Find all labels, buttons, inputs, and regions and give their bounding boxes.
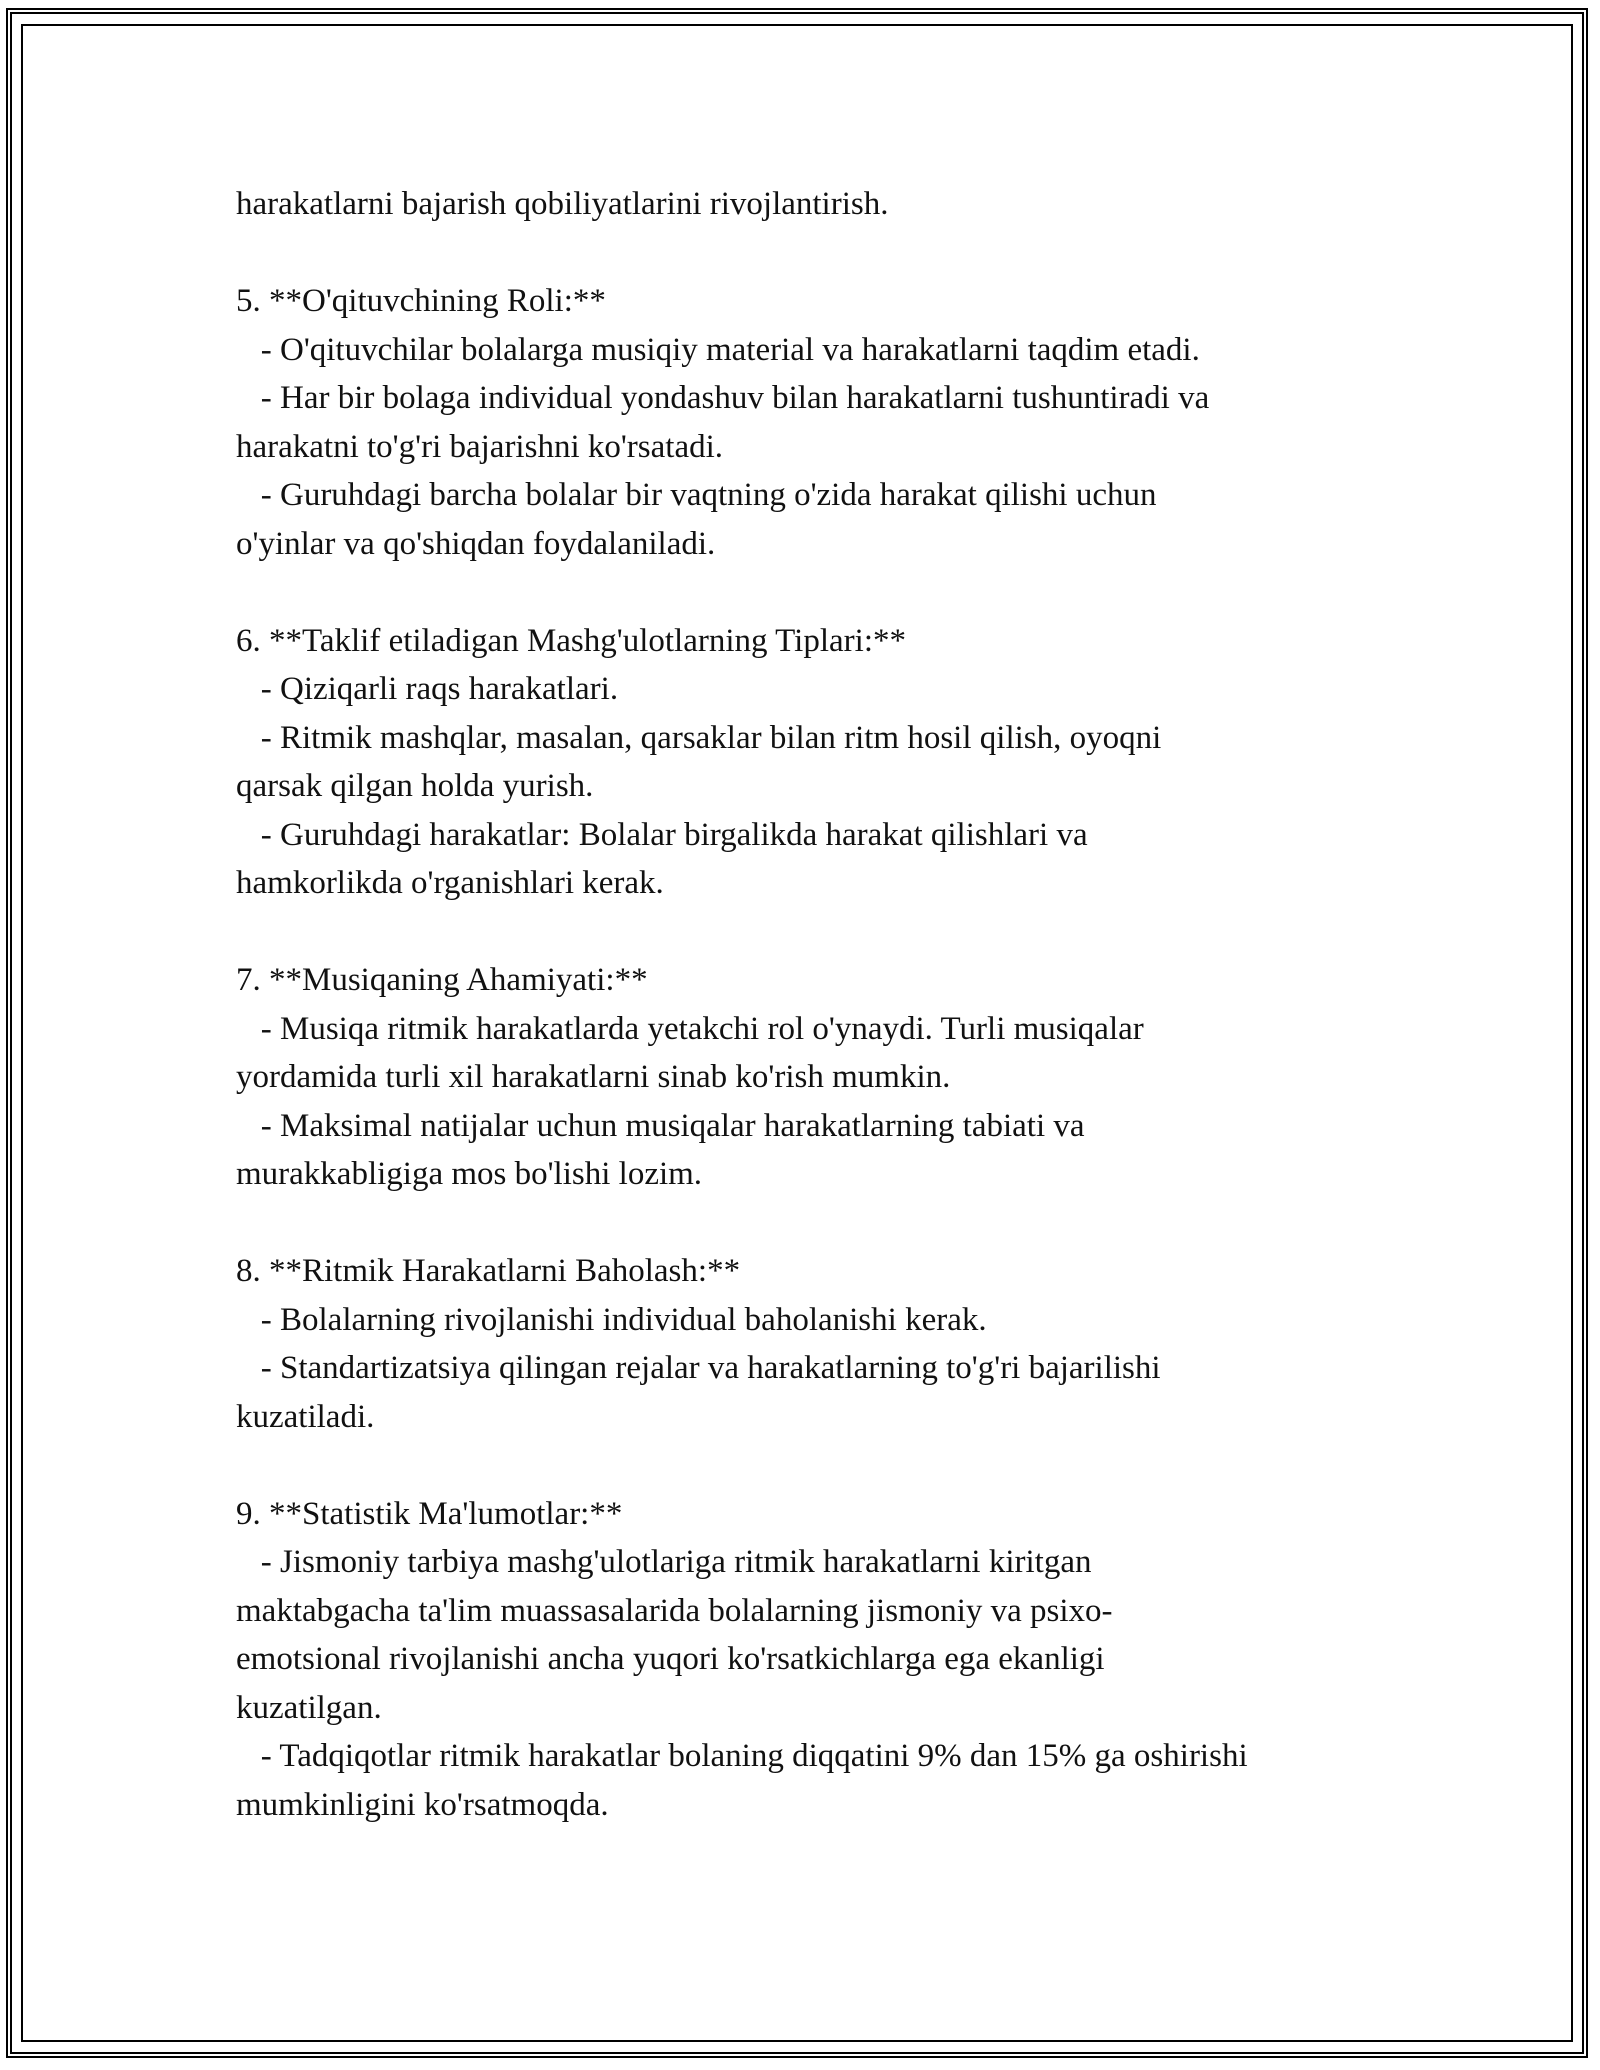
section-heading-6: 6. **Taklif etiladigan Mashg'ulotlarning Tiplari:** [236, 622, 906, 659]
text-line: kuzatilgan. [236, 1689, 382, 1726]
text-line: kuzatiladi. [236, 1398, 375, 1435]
text-line: maktabgacha ta'lim muassasalarida bolalarning jismoniy va psixo- [236, 1592, 1113, 1629]
text-line: mumkinligini ko'rsatmoqda. [236, 1786, 609, 1823]
text-line: o'yinlar va qo'shiqdan foydalaniladi. [236, 525, 716, 562]
text-line: qarsak qilgan holda yurish. [236, 768, 594, 804]
text-line: harakatlarni bajarish qobiliyatlarini rivojlantirish. [236, 186, 889, 222]
section-heading-9: 9. **Statistik Ma'lumotlar:** [236, 1495, 623, 1532]
text-line: - Maksimal natijalar uchun musiqalar harakatlarning tabiati va [236, 1107, 1085, 1144]
text-line: hamkorlikda o'rganishlari kerak. [236, 865, 664, 901]
text-line: - Jismoniy tarbiya mashg'ulotlariga ritmik harakatlarni kiritgan [236, 1544, 1092, 1580]
text-line: - Standartizatsiya qilingan rejalar va harakatlarning to'g'ri bajarilishi [236, 1350, 1161, 1386]
blank-line [236, 229, 1386, 278]
text-line: - Musiqa ritmik harakatlarda yetakchi rol o'ynaydi. Turli musiqalar [236, 1010, 1144, 1047]
document-body [236, 180, 1386, 1829]
section-heading-8: 8. **Ritmik Harakatlarni Baholash:** [236, 1253, 741, 1289]
blank-line [236, 568, 1386, 617]
text-line: murakkabligiga mos bo'lishi lozim. [236, 1156, 703, 1192]
text-line: yordamida turli xil harakatlarni sinab ko'rish mumkin. [236, 1059, 951, 1095]
blank-line [236, 908, 1386, 957]
text-line: - Guruhdagi barcha bolalar bir vaqtning o'zida harakat qilishi uchun [236, 477, 1157, 513]
section-heading-5: 5. **O'qituvchining Roli:** [236, 283, 606, 319]
text-line: harakatni to'g'ri bajarishni ko'rsatadi. [236, 428, 724, 465]
text-line: - Bolalarning rivojlanishi individual baholanishi kerak. [236, 1301, 987, 1338]
text-line: - Tadqiqotlar ritmik harakatlar bolaning diqqatini 9% dan 15% ga oshirishi [236, 1738, 1248, 1774]
text-line: - Har bir bolaga individual yondashuv bilan harakatlarni tushuntiradi va [236, 380, 1210, 416]
text-line: - Ritmik mashqlar, masalan, qarsaklar bilan ritm hosil qilish, oyoqni [236, 719, 1162, 756]
blank-line [236, 1199, 1386, 1248]
text-line: - Guruhdagi harakatlar: Bolalar birgalikda harakat qilishlari va [236, 816, 1088, 853]
text-line: emotsional rivojlanishi ancha yuqori ko'rsatkichlarga ega ekanligi [236, 1641, 1105, 1677]
blank-line [236, 1441, 1386, 1490]
text-line: - O'qituvchilar bolalarga musiqiy material va harakatlarni taqdim etadi. [236, 331, 1200, 368]
text-line: - Qiziqarli raqs harakatlari. [236, 671, 619, 707]
section-heading-7: 7. **Musiqaning Ahamiyati:** [236, 962, 648, 998]
